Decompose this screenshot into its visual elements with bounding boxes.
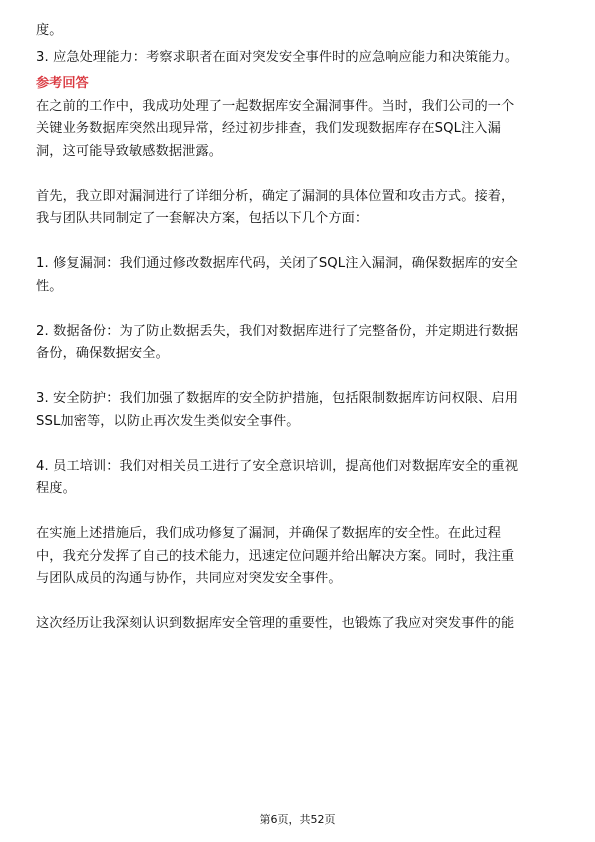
paragraph-line: 在实施上述措施后，我们成功修复了漏洞，并确保了数据库的安全性。在此过程 [36,526,502,541]
page-indicator: 第6页，共52页 [259,813,336,826]
step-1-paragraph [36,253,560,298]
spacer [36,366,560,389]
spacer [36,501,560,524]
closing-line: 这次经历让我深刻认识到数据库安全管理的重要性，也锻炼了我应对突发事件的能 [36,616,515,631]
page-content [36,20,560,636]
paragraph-line: 洞，这可能导致敏感数据泄露。 [36,143,223,159]
paragraph-line: 性。 [36,278,63,294]
paragraph-line: 备份，确保数据安全。 [36,346,169,361]
paragraph-line: 程度。 [36,481,76,496]
result-paragraph [36,523,560,591]
criterion-3: 3. 应急处理能力：考察求职者在面对突发安全事件时的应急响应能力和决策能力。 [36,49,519,65]
step-2-paragraph [36,321,560,366]
continued-fragment: 度。 [36,23,63,38]
paragraph-line: 我与团队共同制定了一套解决方案，包括以下几个方面： [36,211,369,226]
spacer [36,591,560,614]
paragraph-line: 3. 安全防护：我们加强了数据库的安全防护措施，包括限制数据库访问权限、启用 [36,391,519,406]
paragraph-line: 中，我充分发挥了自己的技术能力，迅速定位问题并给出解决方案。同时，我注重 [36,548,515,564]
intro-paragraph [36,96,560,164]
paragraph-line: 与团队成员的沟通与协作，共同应对突发安全事件。 [36,571,342,586]
step-4-paragraph [36,456,560,501]
paragraph-line: 1. 修复漏洞：我们通过修改数据库代码，关闭了SQL注入漏洞，确保数据库的安全 [36,256,518,271]
paragraph-line: 首先，我立即对漏洞进行了详细分析，确定了漏洞的具体位置和攻击方式。接着， [36,188,515,204]
paragraph-line: 2. 数据备份：为了防止数据丢失，我们对数据库进行了完整备份，并定期进行数据 [36,323,519,339]
spacer [36,433,560,456]
paragraph-line: 关键业务数据库突然出现异常，经过初步排查，我们发现数据库存在SQL注入漏 [36,121,501,136]
plan-paragraph [36,186,560,231]
spacer [36,231,560,254]
answer-heading: 参考回答 [36,76,89,91]
spacer [36,298,560,321]
paragraph-line: SSL加密等，以防止再次发生类似安全事件。 [36,413,300,429]
paragraph-line: 在之前的工作中，我成功处理了一起数据库安全漏洞事件。当时，我们公司的一个 [36,98,515,114]
paragraph-line: 4. 员工培训：我们对相关员工进行了安全意识培训，提高他们对数据库安全的重视 [36,458,519,474]
spacer [36,163,560,186]
step-3-paragraph [36,388,560,433]
page-footer [0,812,595,828]
